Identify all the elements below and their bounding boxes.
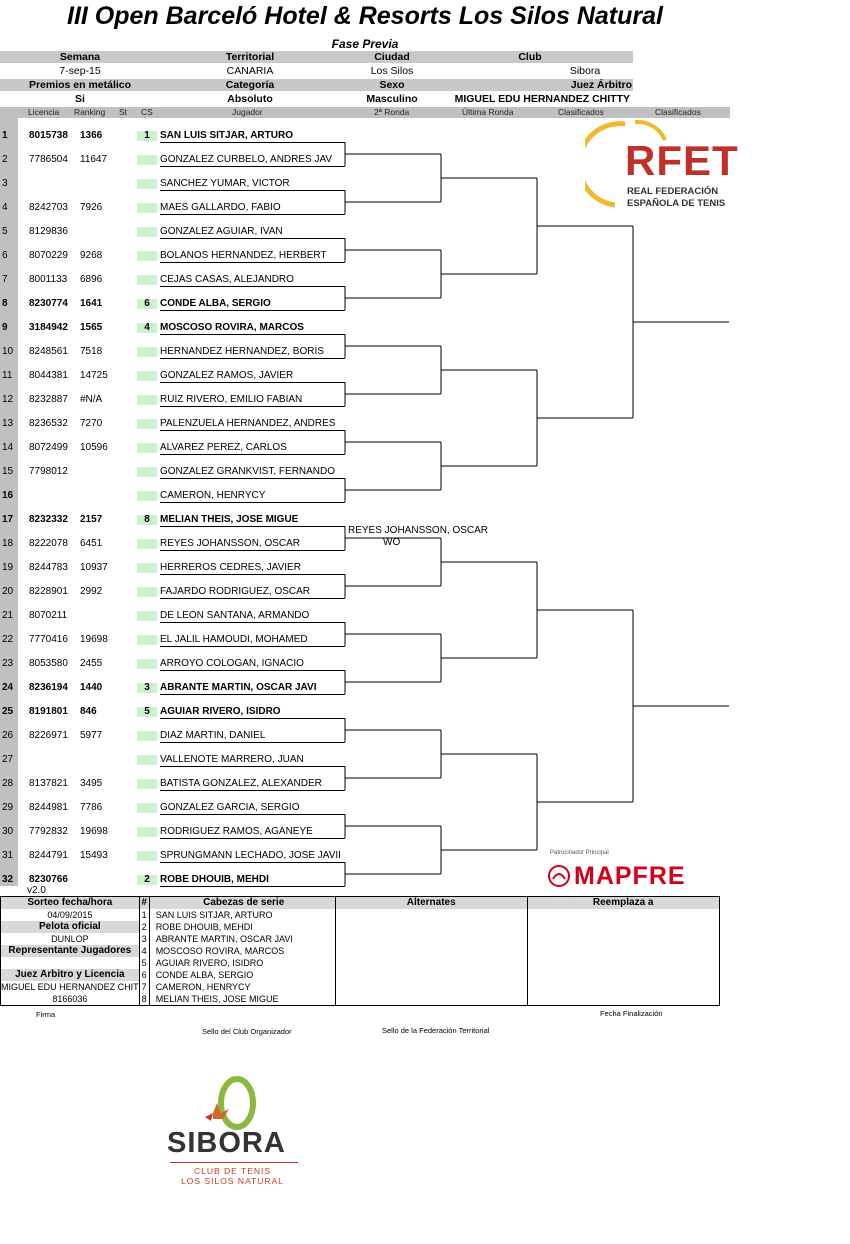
player-licencia: 8015738 [29,130,68,141]
label-juez: Juez Árbitro [570,79,632,91]
player-licencia: 7786504 [29,154,68,165]
draw-position: 28 [2,778,14,789]
sibora-line2: LOS SILOS NATURAL [181,1176,284,1186]
player-licencia: 8244981 [29,802,68,813]
player-name: HERNANDEZ HERNANDEZ, BORIS [160,346,324,357]
player-ranking: 2992 [80,586,103,597]
mapfre-emblem-icon [548,865,570,887]
player-licencia: 8191801 [29,706,68,717]
draw-position: 31 [2,850,14,861]
mapfre-logo [548,850,728,890]
player-seed: 3 [137,683,157,693]
player-licencia: 8236532 [29,418,68,429]
seed-name: ABRANTE MARTIN, OSCAR JAVI [155,934,293,944]
label-territorial: Territorial [225,51,275,63]
player-name: BATISTA GONZALEZ, ALEXANDER [160,778,322,789]
draw-position: 1 [2,130,8,141]
player-name: ALVAREZ PEREZ, CARLOS [160,442,287,453]
draw-summary-table [0,896,720,1006]
player-name: GONZALEZ RAMOS, JAVIER [160,370,294,381]
draw-position: 25 [2,706,14,717]
seed-number: 6 [141,970,147,980]
player-name: SAN LUIS SITJAR, ARTURO [160,130,293,141]
player-name: PALENZUELA HERNANDEZ, ANDRES [160,418,336,429]
draw-position: 21 [2,610,14,621]
sibora-logo [165,1075,305,1190]
rfet-logo [585,120,739,215]
seed-number: 2 [141,922,147,932]
player-seed: 8 [137,515,157,525]
seed-number-header: # [141,897,147,908]
draw-position: 17 [2,514,14,525]
seed-name: CAMERON, HENRYCY [155,982,251,992]
draw-position: 30 [2,826,14,837]
draw-position: 14 [2,442,14,453]
draw-position: 19 [2,562,14,573]
player-licencia: 8001133 [29,274,68,285]
player-licencia: 8228901 [29,586,68,597]
player-name: GONZALEZ GRANKVIST, FERNANDO [160,466,336,477]
player-ranking: 15493 [80,850,108,861]
player-name: AGUIAR RIVERO, ISIDRO [160,706,281,717]
player-licencia: 8244791 [29,850,68,861]
draw-position: 22 [2,634,14,645]
draw-position: 12 [2,394,14,405]
player-name: BOLANOS HERNANDEZ, HERBERT [160,250,327,261]
player-ranking: 11647 [80,154,108,165]
player-name: ARROYO COLOGAN, IGNACIO [160,658,304,669]
col-ultima-ronda: Última Ronda [462,107,514,117]
seed-number-column [139,897,149,1006]
player-name: CEJAS CASAS, ALEJANDRO [160,274,294,285]
player-ranking: 1641 [80,298,103,309]
player-name: MELIAN THEIS, JOSE MIGUE [160,514,299,525]
draw-position: 9 [2,322,8,333]
player-licencia: 8242703 [29,202,68,213]
player-seed: 6 [137,299,157,309]
player-licencia: 8222078 [29,538,68,549]
player-licencia: 8072499 [29,442,68,453]
alternates-column [335,897,527,1006]
round2-score: WO [383,537,401,548]
player-name: ABRANTE MARTIN, OSCAR JAVI [160,682,317,693]
mapfre-text: MAPFRE [574,862,686,890]
label-club: Club [518,51,542,63]
value-premios: Si [75,93,85,105]
sibora-emblem-icon [165,1075,305,1135]
seed-name: MOSCOSO ROVIRA, MARCOS [155,946,285,956]
seeds-header: Cabezas de serie [150,897,335,909]
player-ranking: 7270 [80,418,103,429]
player-ranking: 7518 [80,346,103,357]
seed-number: 8 [141,994,147,1004]
draw-position: 23 [2,658,14,669]
player-name: CONDE ALBA, SERGIO [160,298,271,309]
player-licencia: 8230774 [29,298,68,309]
draw-position: 15 [2,466,14,477]
pelota-value: DUNLOP [51,934,89,944]
label-ciudad: Ciudad [374,51,410,63]
firma-label: Firma [36,1010,56,1019]
col-clasificados-1: Clasificados [558,107,604,117]
player-ranking: 14725 [80,370,108,381]
player-name: SANCHEZ YUMAR, VICTOR [160,178,290,189]
player-ranking: 3495 [80,778,103,789]
player-ranking: 10937 [80,562,108,573]
draw-position: 3 [2,178,8,189]
player-ranking: 2157 [80,514,103,525]
player-licencia: 8226971 [29,730,68,741]
rfet-line2: ESPAÑOLA DE TENIS [627,198,726,209]
player-name: GONZALEZ GARCIA, SERGIO [160,802,300,813]
sibora-text: SIBORA [167,1127,286,1159]
value-categoria: Absoluto [227,93,273,105]
sello-federacion-label: Sello de la Federación Territorial [382,1026,490,1035]
player-ranking: #N/A [80,394,103,405]
draw-position: 24 [2,682,14,693]
draw-position: 10 [2,346,14,357]
player-name: REYES JOHANSSON, OSCAR [160,538,301,549]
reemplaza-header: Reemplaza a [528,897,719,909]
player-licencia: 8129836 [29,226,68,237]
draw-position: 29 [2,802,14,813]
seed-name: AGUIAR RIVERO, ISIDRO [155,958,264,968]
player-ranking: 6896 [80,274,103,285]
seeds-column [149,897,335,1006]
alternates-header: Alternates [336,897,527,909]
player-ranking: 1440 [80,682,103,693]
player-ranking: 7786 [80,802,103,813]
player-ranking: 19698 [80,826,108,837]
representante-label: Representante Jugadores [1,945,139,957]
draw-position: 8 [2,298,8,309]
player-licencia: 8044381 [29,370,68,381]
player-ranking: 19698 [80,634,108,645]
player-name: FAJARDO RODRIGUEZ, OSCAR [160,586,311,597]
seed-name: ROBE DHOUIB, MEHDI [155,922,253,932]
seed-number: 7 [141,982,147,992]
seed-number: 5 [141,958,147,968]
draw-position: 27 [2,754,14,765]
label-categoria: Categoría [225,79,275,91]
seed-name: MELIAN THEIS, JOSE MIGUE [155,994,279,1004]
rfet-text: RFET [625,137,739,184]
player-ranking: 1366 [80,130,103,141]
juez-label: Juez Árbitro y Licencia [1,969,139,981]
player-name: CAMERON, HENRYCY [160,490,266,501]
player-licencia: 7792832 [29,826,68,837]
player-licencia: 8137821 [29,778,68,789]
draw-position: 4 [2,202,8,213]
version-label: v2.0 [27,885,46,896]
draw-position: 7 [2,274,8,285]
juez-licencia: 8166036 [52,994,88,1004]
player-ranking: 2455 [80,658,103,669]
player-seed: 2 [137,875,157,885]
player-seed: 5 [137,707,157,717]
draw-position: 2 [2,154,8,165]
draw-position: 5 [2,226,8,237]
player-ranking: 5977 [80,730,103,741]
player-name: ROBE DHOUIB, MEHDI [160,874,269,885]
player-name: DE LEON SANTANA, ARMANDO [160,610,310,621]
col-clasificados-2: Clasificados [655,107,701,117]
value-club: Sibora [569,65,601,77]
player-ranking: 7926 [80,202,103,213]
seed-number: 1 [141,910,147,920]
player-name: GONZALEZ AGUIAR, IVAN [160,226,283,237]
player-ranking: 10596 [80,442,108,453]
tournament-title: III Open Barceló Hotel & Resorts Los Silos Natural [67,2,663,30]
player-licencia: 8244783 [29,562,68,573]
player-licencia: 8070211 [29,610,68,621]
round2-winner: REYES JOHANSSON, OSCAR [348,525,489,536]
representante-value [1,957,139,969]
player-seed: 4 [137,323,157,333]
draw-position: 16 [2,490,14,501]
sello-club-label: Sello del Club Organizador [202,1027,292,1036]
value-sexo: Masculino [366,93,418,105]
col-licencia: Licencia [28,107,60,117]
player-name: MOSCOSO ROVIRA, MARCOS [160,322,304,333]
player-licencia: 3184942 [29,322,68,333]
pelota-label: Pelota oficial [1,921,139,933]
draw-position: 13 [2,418,14,429]
col-jugador: Jugador [232,107,263,117]
sorteo-value: 04/09/2015 [47,910,93,920]
player-licencia: 8230766 [29,874,68,885]
player-name: EL JALIL HAMOUDI, MOHAMED [160,634,308,645]
player-name: RUIZ RIVERO, EMILIO FABIAN [160,394,303,405]
draw-position: 11 [2,370,13,381]
reemplaza-column [527,897,719,1006]
player-name: SPRUNGMANN LECHADO, JOSE JAVII [160,850,341,861]
phase-subtitle: Fase Previa [331,37,399,51]
col-ranking: Ranking [74,107,106,117]
player-licencia: 8053580 [29,658,68,669]
juez-name: MIGUEL EDU HERNANDEZ CHIT [1,982,139,992]
player-licencia: 7798012 [29,466,68,477]
seed-name: SAN LUIS SITJAR, ARTURO [155,910,273,920]
col-ronda2: 2ª Ronda [374,107,410,117]
label-sexo: Sexo [379,79,405,91]
fecha-finalizacion-label: Fecha Finalización [600,1009,663,1018]
draw-position: 26 [2,730,14,741]
player-licencia: 8248561 [29,346,68,357]
value-semana: 7-sep-15 [59,65,101,77]
col-cs: CS [141,107,153,117]
player-name: RODRIGUEZ RAMOS, AGANEYE [160,826,313,837]
col-st: St [119,107,128,117]
player-seed: 1 [137,131,157,141]
player-name: MAES GALLARDO, FABIO [160,202,281,213]
sorteo-label: Sorteo fecha/hora [1,897,139,909]
draw-position: 32 [2,874,14,885]
player-licencia: 8070229 [29,250,68,261]
player-name: GONZALEZ CURBELO, ANDRES JAV [160,154,333,165]
value-juez: MIGUEL EDU HERNANDEZ CHITTY [454,93,630,105]
seed-number: 3 [141,934,147,944]
player-name: VALLENOTE MARRERO, JUAN [160,754,304,765]
player-licencia: 8236194 [29,682,68,693]
draw-position: 6 [2,250,8,261]
rfet-line1: REAL FEDERACIÓN [627,186,719,197]
draw-position: 20 [2,586,14,597]
seed-number: 4 [141,946,147,956]
label-premios: Premios en metálico [28,79,132,91]
player-licencia: 8232887 [29,394,68,405]
mapfre-sponsor-label: Patrocinador Principal [550,850,609,856]
draw-info-box [1,897,140,1006]
player-name: DIAZ MARTIN, DANIEL [160,730,266,741]
player-ranking: 9268 [80,250,103,261]
player-ranking: 6451 [80,538,103,549]
label-semana: Semana [59,51,101,63]
player-ranking: 846 [80,706,97,717]
player-ranking: 1565 [80,322,103,333]
player-name: HERREROS CEDRES, JAVIER [160,562,301,573]
player-licencia: 7770416 [29,634,68,645]
value-ciudad: Los Silos [370,65,414,77]
value-territorial: CANARIA [226,65,274,77]
seed-name: CONDE ALBA, SERGIO [155,970,254,980]
sibora-line1: CLUB DE TENIS [193,1166,272,1176]
player-licencia: 8232332 [29,514,68,525]
draw-position: 18 [2,538,14,549]
